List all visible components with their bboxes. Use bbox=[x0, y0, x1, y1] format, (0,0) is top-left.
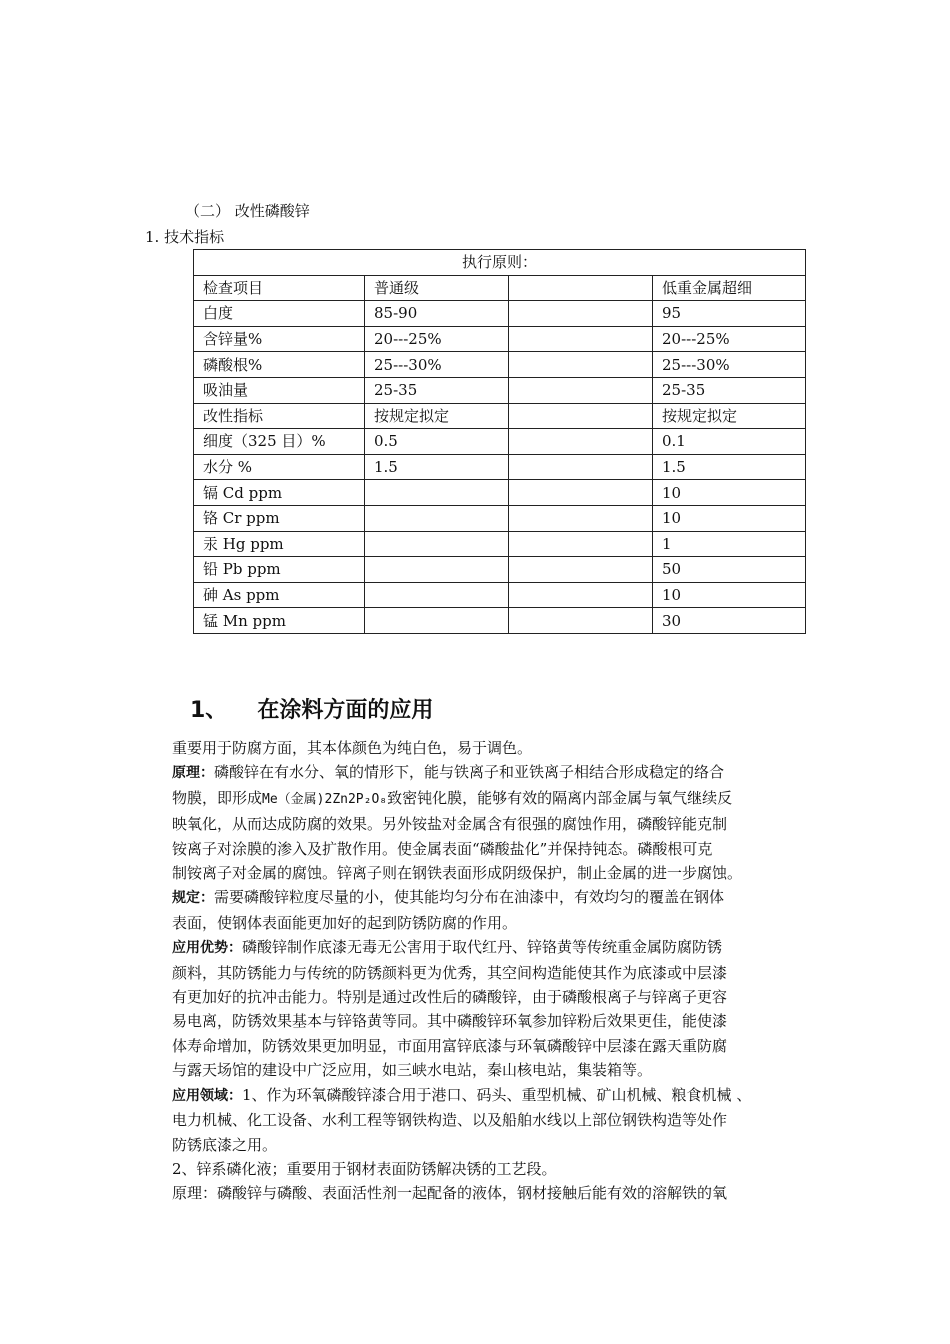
spec-table bbox=[193, 249, 806, 634]
table-cell: 水分 % bbox=[194, 454, 365, 480]
table-cell bbox=[509, 608, 653, 634]
table-cell: 汞 Hg ppm bbox=[194, 531, 365, 557]
header-cell: 低重金属超细 bbox=[653, 275, 806, 301]
heading-text: 在涂料方面的应用 bbox=[257, 698, 434, 723]
paragraph: 体寿命增加，防锈效果更加明显，市面用富锌底漆与环氧磷酸锌中层漆在露天重防腐 bbox=[172, 1036, 728, 1055]
table-cell: 含锌量% bbox=[194, 326, 365, 352]
table-cell: 95 bbox=[653, 301, 806, 327]
heading-number: 1、 bbox=[190, 698, 228, 723]
paragraph: 颜料，其防锈能力与传统的防锈颜料更为优秀，其空间构造能使其作为底漆或中层漆 bbox=[172, 963, 728, 982]
table-cell: 镉 Cd ppm bbox=[194, 480, 365, 506]
table-cell: 25---30% bbox=[653, 352, 806, 378]
label-principle: 原理： bbox=[172, 765, 214, 782]
table-cell bbox=[509, 454, 653, 480]
text: 1、作为环氧磷酸锌漆合用于港口、码头、重型机械、矿山机械、粮食机械 、 bbox=[242, 1085, 752, 1104]
table-cell bbox=[509, 531, 653, 557]
table-cell: 铬 Cr ppm bbox=[194, 505, 365, 531]
table-cell: 1.5 bbox=[365, 454, 509, 480]
paragraph: 原理：磷酸锌与磷酸、表面活性剂一起配备的液体，钢材接触后能有效的溶解铁的氧 bbox=[172, 1184, 728, 1203]
table-row bbox=[194, 352, 806, 378]
table-cell: 30 bbox=[653, 608, 806, 634]
table-header-row bbox=[194, 275, 806, 301]
table-row bbox=[194, 301, 806, 327]
table-cell: 磷酸根% bbox=[194, 352, 365, 378]
table-cell: 10 bbox=[653, 480, 806, 506]
table-cell: 1.5 bbox=[653, 454, 806, 480]
table-row bbox=[194, 557, 806, 583]
paragraph bbox=[172, 935, 812, 960]
table-cell: 20---25% bbox=[653, 326, 806, 352]
label-field: 应用领域： bbox=[172, 1087, 242, 1104]
table-cell: 铅 Pb ppm bbox=[194, 557, 365, 583]
table-cell bbox=[365, 557, 509, 583]
table-row bbox=[194, 377, 806, 403]
table-cell: 锰 Mn ppm bbox=[194, 608, 365, 634]
table-cell: 按规定拟定 bbox=[365, 403, 509, 429]
table-cell: 10 bbox=[653, 505, 806, 531]
paragraph: 易电离，防锈效果基本与锌铬黄等同。其中磷酸锌环氧参加锌粉后效果更佳，能使漆 bbox=[172, 1012, 728, 1031]
table-cell bbox=[509, 301, 653, 327]
table-cell bbox=[365, 531, 509, 557]
section-title: 1. 技术指标 bbox=[145, 228, 225, 246]
table-cell bbox=[509, 582, 653, 608]
table-row bbox=[194, 403, 806, 429]
table-cell: 按规定拟定 bbox=[653, 403, 806, 429]
table-cell: 改性指标 bbox=[194, 403, 365, 429]
table-cell bbox=[509, 429, 653, 455]
paragraph: 有更加好的抗冲击能力。特别是通过改性后的磷酸锌，由于磷酸根离子与锌离子更容 bbox=[172, 988, 728, 1007]
text: 需要磷酸锌粒度尽量的小，使其能均匀分布在油漆中，有效均匀的覆盖在钢体 bbox=[214, 888, 725, 907]
table-cell bbox=[509, 480, 653, 506]
label-rule: 规定： bbox=[172, 890, 214, 907]
paragraph: 电力机械、化工设备、水利工程等钢铁构造、以及船舶水线以上部位钢铁构造等处作 bbox=[172, 1111, 728, 1130]
table-cell bbox=[509, 557, 653, 583]
paragraph: 映氧化，从而达成防腐的效果。另外铵盐对金属含有很强的腐蚀作用，磷酸锌能克制 bbox=[172, 815, 728, 834]
table-cell bbox=[509, 377, 653, 403]
table-row bbox=[194, 326, 806, 352]
paragraph: 2、锌系磷化液；重要用于钢材表面防锈解决锈的工艺段。 bbox=[172, 1159, 557, 1178]
table-cell bbox=[509, 326, 653, 352]
table-title: 执行原则： bbox=[194, 250, 806, 276]
paragraph: 表面，使钢体表面能更加好的起到防锈防腐的作用。 bbox=[172, 913, 518, 932]
text: 磷酸锌在有水分、氧的情形下，能与铁离子和亚铁离子相结合形成稳定的络合 bbox=[214, 763, 725, 782]
paragraph: 制铵离子对金属的腐蚀。锌离子则在钢铁表面形成阴级保护，制止金属的进一步腐蚀。 bbox=[172, 864, 743, 883]
table-title-row bbox=[194, 250, 806, 276]
table-cell bbox=[365, 582, 509, 608]
table-row bbox=[194, 429, 806, 455]
table-cell: 吸油量 bbox=[194, 377, 365, 403]
table-row bbox=[194, 454, 806, 480]
table-cell: 85-90 bbox=[365, 301, 509, 327]
paragraph bbox=[172, 786, 812, 812]
paragraph: 与露天场馆的建设中广泛应用，如三峡水电站，秦山核电站，集装箱等。 bbox=[172, 1061, 653, 1080]
table-cell: 20---25% bbox=[365, 326, 509, 352]
paragraph bbox=[172, 885, 812, 910]
table-cell bbox=[509, 352, 653, 378]
paragraph: 重要用于防腐方面，其本体颜色为纯白色，易于调色。 bbox=[172, 739, 533, 757]
table-cell bbox=[509, 505, 653, 531]
table-row bbox=[194, 480, 806, 506]
table-cell: 25-35 bbox=[653, 377, 806, 403]
table-cell: 50 bbox=[653, 557, 806, 583]
paragraph bbox=[172, 760, 812, 785]
text: 致密钝化膜，能够有效的隔离内部金属与氧气继续反 bbox=[387, 788, 733, 807]
table-cell bbox=[365, 480, 509, 506]
header-cell: 检查项目 bbox=[194, 275, 365, 301]
table-cell: 白度 bbox=[194, 301, 365, 327]
table-row bbox=[194, 608, 806, 634]
table-cell: 25---30% bbox=[365, 352, 509, 378]
paragraph bbox=[172, 1083, 812, 1108]
paragraph: 铵离子对涂膜的渗入及扩散作用。使金属表面“磷酸盐化”并保持钝态。磷酸根可克 bbox=[172, 839, 713, 858]
table-cell: 0.1 bbox=[653, 429, 806, 455]
table-cell bbox=[509, 403, 653, 429]
section-heading bbox=[190, 693, 433, 724]
subheading: （二） 改性磷酸锌 bbox=[185, 202, 310, 220]
table-row bbox=[194, 505, 806, 531]
header-cell bbox=[509, 275, 653, 301]
table-cell: 砷 As ppm bbox=[194, 582, 365, 608]
label-advantage: 应用优势： bbox=[172, 940, 242, 957]
table-cell: 细度（325 目）% bbox=[194, 429, 365, 455]
chemical-formula: Me（金属)2Zn2P₂O₈ bbox=[262, 791, 388, 807]
table-cell bbox=[365, 608, 509, 634]
body-text bbox=[172, 736, 812, 1206]
table-row bbox=[194, 582, 806, 608]
table-cell bbox=[365, 505, 509, 531]
table-row bbox=[194, 531, 806, 557]
header-cell: 普通级 bbox=[365, 275, 509, 301]
text: 磷酸锌制作底漆无毒无公害用于取代红丹、锌铬黄等传统重金属防腐防锈 bbox=[242, 938, 723, 957]
table-cell: 25-35 bbox=[365, 377, 509, 403]
table-cell: 1 bbox=[653, 531, 806, 557]
table-cell: 0.5 bbox=[365, 429, 509, 455]
table-cell: 10 bbox=[653, 582, 806, 608]
paragraph: 防锈底漆之用。 bbox=[172, 1135, 278, 1154]
text: 物膜，即形成 bbox=[172, 788, 263, 807]
